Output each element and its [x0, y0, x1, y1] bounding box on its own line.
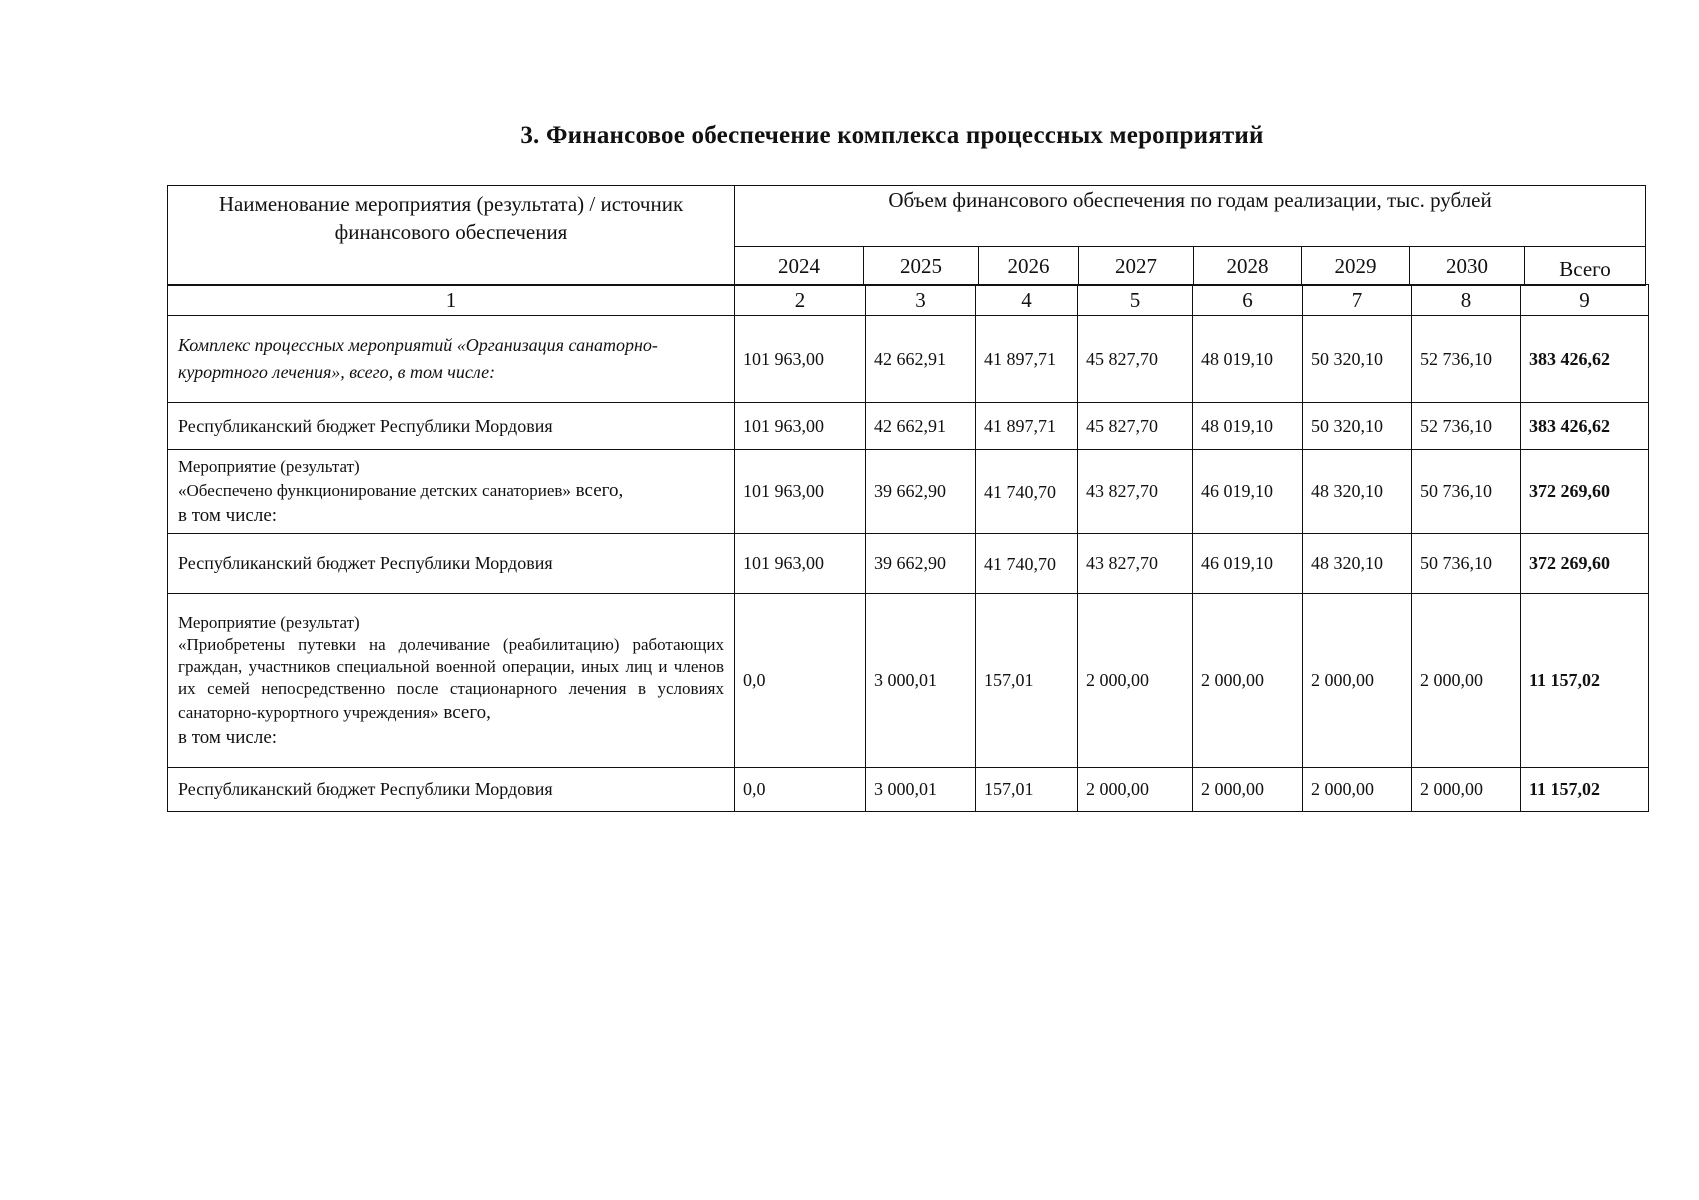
- header-year-2028: 2028: [1194, 247, 1302, 286]
- value-2025: 39 662,90: [866, 450, 976, 534]
- value-2029: 50 320,10: [1303, 403, 1412, 450]
- value-2029: 50 320,10: [1303, 316, 1412, 403]
- value-2030: 52 736,10: [1412, 403, 1521, 450]
- header-total: Всего: [1525, 247, 1646, 286]
- value-2030: 50 736,10: [1412, 534, 1521, 594]
- table-row: [168, 450, 1649, 534]
- header-year-2026: 2026: [979, 247, 1079, 286]
- row-name-line: в том числе:: [178, 726, 278, 748]
- table-row: [168, 403, 1649, 450]
- value-2028: 48 019,10: [1193, 316, 1303, 403]
- row-name-tail: всего,: [570, 479, 624, 501]
- table-row: [168, 594, 1649, 768]
- header-year-2030: 2030: [1410, 247, 1525, 286]
- header-name-column: Наименование мероприятия (результата) / источник финансового обеспечения: [168, 186, 735, 286]
- column-number: 2: [735, 285, 866, 316]
- row-name: Комплекс процессных мероприятий «Организация санаторно-курортного лечения», всего, в том числе:: [168, 316, 735, 403]
- value-2025: 42 662,91: [866, 316, 976, 403]
- value-2029: 2 000,00: [1303, 594, 1412, 768]
- value-2030: 2 000,00: [1412, 594, 1521, 768]
- value-2027: 43 827,70: [1078, 534, 1193, 594]
- value-2026: 157,01: [976, 594, 1078, 768]
- value-2026: 41 740,70: [976, 450, 1078, 534]
- value-2029: 48 320,10: [1303, 450, 1412, 534]
- value-2024: 101 963,00: [735, 316, 866, 403]
- column-numbers-row: [168, 285, 1649, 316]
- value-total: 11 157,02: [1521, 594, 1649, 768]
- table-row: [168, 534, 1649, 594]
- row-name: [168, 594, 735, 768]
- value-2025: 3 000,01: [866, 594, 976, 768]
- header-year-2027: 2027: [1079, 247, 1194, 286]
- value-2030: 52 736,10: [1412, 316, 1521, 403]
- row-name-line: в том числе:: [178, 504, 278, 526]
- table-row: [168, 768, 1649, 812]
- value-2027: 43 827,70: [1078, 450, 1193, 534]
- header-year-2029: 2029: [1302, 247, 1410, 286]
- header-volume-column: Объем финансового обеспечения по годам реализации, тыс. рублей: [735, 186, 1646, 247]
- row-name: Республиканский бюджет Республики Мордовия: [168, 403, 735, 450]
- value-2030: 2 000,00: [1412, 768, 1521, 812]
- column-number: 9: [1521, 285, 1649, 316]
- column-number: 5: [1078, 285, 1193, 316]
- value-2028: 48 019,10: [1193, 403, 1303, 450]
- column-number: 7: [1303, 285, 1412, 316]
- value-2026: 41 740,70: [976, 534, 1078, 594]
- row-name-line: Мероприятие (результат): [178, 612, 360, 632]
- table-row: [168, 316, 1649, 403]
- value-2029: 2 000,00: [1303, 768, 1412, 812]
- value-2028: 2 000,00: [1193, 594, 1303, 768]
- value-2027: 45 827,70: [1078, 403, 1193, 450]
- value-2030: 50 736,10: [1412, 450, 1521, 534]
- row-name: [168, 450, 735, 534]
- value-2028: 46 019,10: [1193, 450, 1303, 534]
- value-total: 11 157,02: [1521, 768, 1649, 812]
- value-2028: 46 019,10: [1193, 534, 1303, 594]
- value-2025: 39 662,90: [866, 534, 976, 594]
- row-name-line: [178, 478, 724, 503]
- value-2027: 2 000,00: [1078, 594, 1193, 768]
- value-2024: 0,0: [735, 768, 866, 812]
- value-2024: 101 963,00: [735, 403, 866, 450]
- row-name: Республиканский бюджет Республики Мордовия: [168, 768, 735, 812]
- value-2027: 45 827,70: [1078, 316, 1193, 403]
- value-total: 372 269,60: [1521, 534, 1649, 594]
- header-year-2024: 2024: [735, 247, 864, 286]
- value-total: 372 269,60: [1521, 450, 1649, 534]
- row-name-line: [178, 634, 724, 725]
- page-title: 3. Финансовое обеспечение комплекса процессных мероприятий: [520, 122, 1264, 149]
- header-year-2025: 2025: [864, 247, 979, 286]
- row-name-line: Мероприятие (результат): [178, 456, 360, 476]
- row-name-tail: всего,: [438, 701, 491, 723]
- row-name: Республиканский бюджет Республики Мордовия: [168, 534, 735, 594]
- column-number: 6: [1193, 285, 1303, 316]
- value-2024: 101 963,00: [735, 534, 866, 594]
- value-2026: 157,01: [976, 768, 1078, 812]
- value-2025: 42 662,91: [866, 403, 976, 450]
- value-total: 383 426,62: [1521, 403, 1649, 450]
- value-2026: 41 897,71: [976, 403, 1078, 450]
- financing-table: [167, 284, 1649, 812]
- value-2024: 0,0: [735, 594, 866, 768]
- value-2025: 3 000,01: [866, 768, 976, 812]
- value-2027: 2 000,00: [1078, 768, 1193, 812]
- value-2026: 41 897,71: [976, 316, 1078, 403]
- column-number: 4: [976, 285, 1078, 316]
- value-2024: 101 963,00: [735, 450, 866, 534]
- column-number: 8: [1412, 285, 1521, 316]
- row-name-text: «Обеспечено функционирование детских санаториев»: [178, 480, 571, 500]
- column-number: 3: [866, 285, 976, 316]
- column-number: 1: [168, 285, 735, 316]
- table-header: [167, 185, 1646, 286]
- value-2028: 2 000,00: [1193, 768, 1303, 812]
- value-total: 383 426,62: [1521, 316, 1649, 403]
- row-name-text: «Приобретены путевки на долечивание (реабилитацию) работающих граждан, участников специальной военной операции, иных лиц и членов их семей непосредственно после стационарного лечения в условиях санаторно-курортного учреждения»: [178, 634, 724, 722]
- value-2029: 48 320,10: [1303, 534, 1412, 594]
